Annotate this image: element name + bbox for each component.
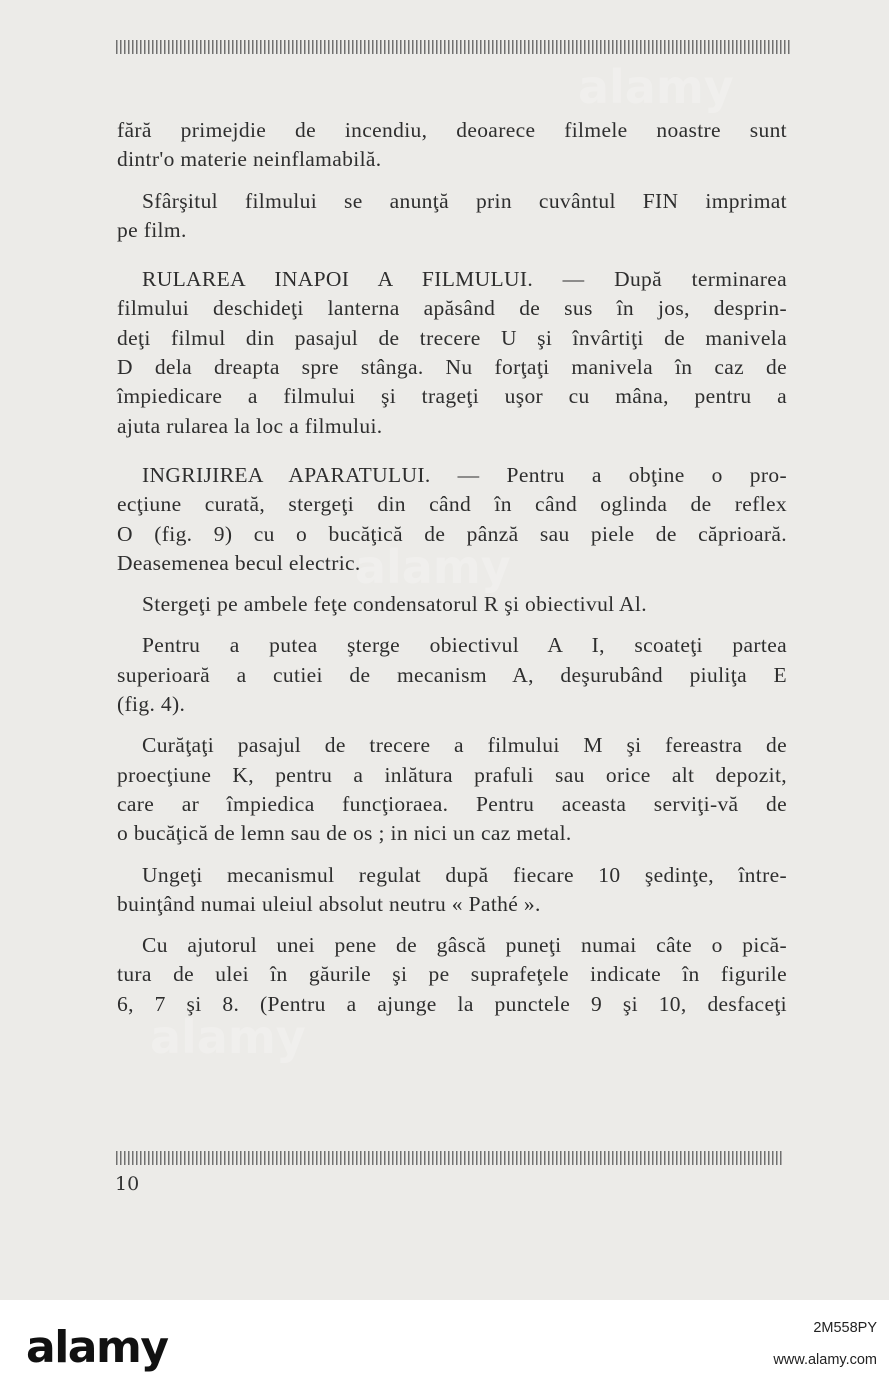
paragraph	[117, 731, 787, 848]
text-line: Sfârşitul filmului se anunţă prin cuvântul FIN imprimat	[142, 188, 787, 213]
section-heading-line: INGRIJIREA APARATULUI. — Pentru a obţine o pro-	[142, 462, 787, 487]
top-decorative-rule	[116, 40, 792, 54]
paragraph	[117, 116, 787, 175]
text-line: O (fig. 9) cu o bucăţică de pânză sau piele de căprioară.	[117, 521, 787, 546]
text-line: filmului deschideţi lanterna apăsând de sus în jos, desprin-	[117, 296, 787, 321]
watermark-mark: alamy	[150, 1010, 306, 1064]
page-number: 10	[115, 1173, 140, 1195]
text-line: dintr'o materie neinflamabilă.	[117, 147, 382, 172]
site-url: www.alamy.com	[773, 1352, 877, 1368]
text-line: împiedicare a filmului şi trageţi uşor cu mâna, pentru a	[117, 384, 787, 409]
text-line: Deasemenea becul electric.	[117, 550, 361, 575]
text-line: Stergeţi pe ambele feţe condensatorul R şi obiectivul Al.	[142, 592, 647, 617]
alamy-logo: alamy	[26, 1322, 168, 1373]
image-id: 2M558PY	[813, 1320, 877, 1336]
text-line: ajuta rularea la loc a filmului.	[117, 413, 383, 438]
paragraph	[117, 187, 787, 246]
stock-footer-bar	[0, 1300, 889, 1390]
text-line: Cu ajutorul unei pene de gâscă puneţi numai câte o pică-	[142, 933, 787, 958]
text-line: Ungeţi mecanismul regulat după fiecare 10 şedinţe, între-	[142, 862, 787, 887]
text-line: (fig. 4).	[117, 692, 186, 717]
text-line: buinţând numai uleiul absolut neutru « Pathé ».	[117, 891, 541, 916]
section-heading-line: RULAREA INAPOI A FILMULUI. — După terminarea	[142, 267, 787, 292]
paragraph	[117, 861, 787, 920]
paragraph	[117, 931, 787, 1019]
text-line: Pentru a putea şterge obiectivul A I, scoateţi partea	[142, 633, 787, 658]
text-line: o bucăţică de lemn sau de os ; in nici un caz metal.	[117, 821, 572, 846]
text-line: ecţiune curată, stergeţi din când în când oglinda de reflex	[117, 492, 787, 517]
paragraph	[117, 265, 787, 441]
text-line: Curăţaţi pasajul de trecere a filmului M şi fereastra de	[142, 733, 787, 758]
text-line: 6, 7 şi 8. (Pentru a ajunge la punctele 9 şi 10, desfaceţi	[117, 991, 787, 1016]
text-line: deţi filmul din pasajul de trecere U şi învârtiţi de manivela	[117, 325, 787, 350]
text-line: tura de ulei în găurile şi pe suprafeţele indicate în figurile	[117, 962, 787, 987]
text-line: care ar împiedica funcţioraea. Pentru aceasta serviţi-vă de	[117, 791, 787, 816]
text-line: proecţiune K, pentru a inlătura prafuli sau orice alt depozit,	[117, 762, 787, 787]
watermark-mark: alamy	[355, 540, 511, 594]
paragraph	[117, 590, 787, 619]
text-line: fără primejdie de incendiu, deoarece filmele noastre sunt	[117, 118, 787, 142]
watermark-mark: alamy	[578, 60, 734, 114]
text-line: superioară a cutiei de mecanism A, deşurubând piuliţa E	[117, 662, 787, 687]
paragraph	[117, 461, 787, 578]
paragraph	[117, 631, 787, 719]
text-line: D dela dreapta spre stânga. Nu forţaţi manivela în caz de	[117, 355, 787, 380]
bottom-decorative-rule	[116, 1151, 784, 1165]
text-line: pe film.	[117, 217, 187, 242]
body-text	[117, 116, 787, 1031]
